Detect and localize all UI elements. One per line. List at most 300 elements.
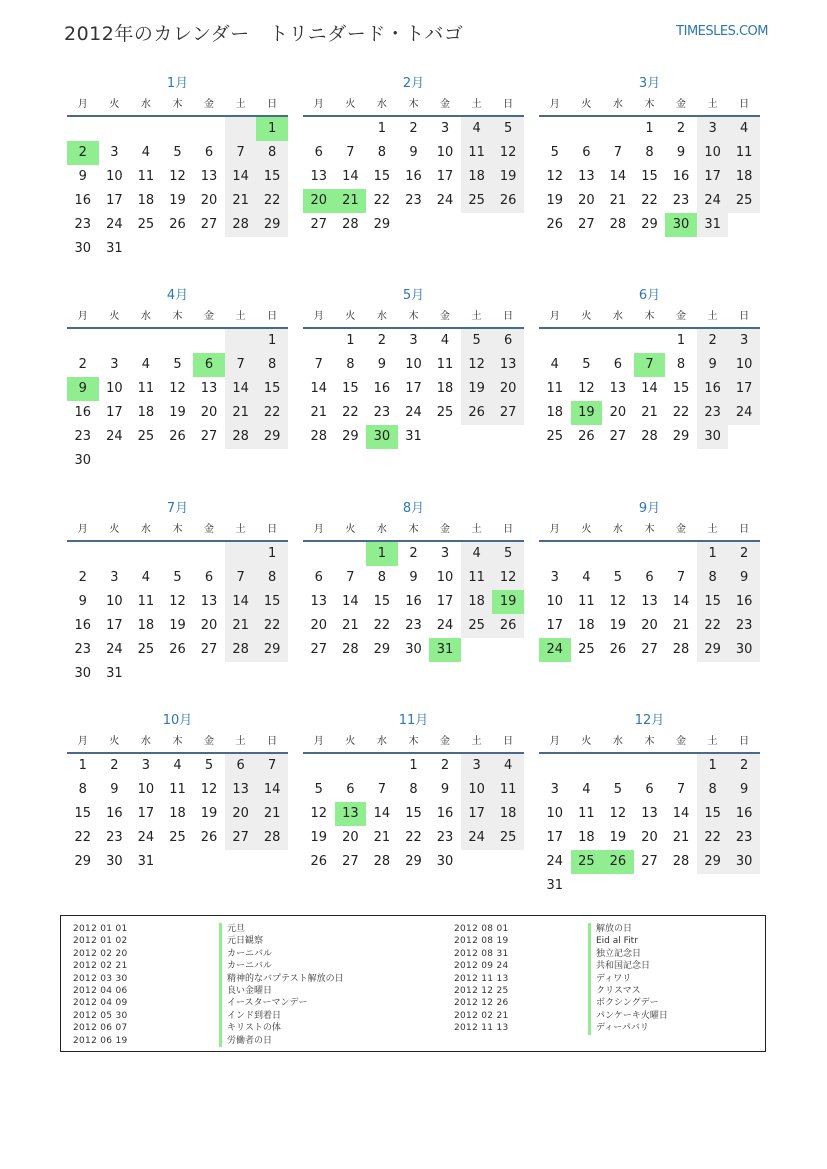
weekday-label: 月 xyxy=(549,736,560,747)
day-cell: 11 xyxy=(137,381,155,396)
day-cell: 10 xyxy=(546,594,564,609)
day-cell: 8 xyxy=(256,566,288,590)
weekday-label: 木 xyxy=(408,524,419,535)
day-cell: 16 xyxy=(672,169,690,184)
day-cell: 2 xyxy=(728,754,760,778)
month-6 xyxy=(539,285,760,449)
weekday-label: 木 xyxy=(408,99,419,110)
day-cell: 22 xyxy=(697,826,729,850)
day-cell: 6 xyxy=(204,570,214,585)
day-cell: 11 xyxy=(492,778,524,802)
day-cell: 31 xyxy=(697,213,729,237)
day-cell: 7 xyxy=(225,141,257,165)
empty-cell xyxy=(225,329,257,353)
empty-cell xyxy=(193,117,225,141)
day-cell: 15 xyxy=(672,381,690,396)
day-cell: 15 xyxy=(256,377,288,401)
day-cell: 2 xyxy=(697,329,729,353)
empty-cell xyxy=(99,542,131,566)
legend-holiday-name: 精神的なバプテスト解放の日 xyxy=(219,973,344,985)
day-cell: 15 xyxy=(373,594,391,609)
day-cell: 19 xyxy=(461,377,493,401)
weekday-label: 月 xyxy=(549,99,560,110)
day-cell: 21 xyxy=(342,618,359,633)
day-cell: 8 xyxy=(409,782,418,797)
day-cell: 27 xyxy=(310,217,328,232)
day-cell: 18 xyxy=(137,193,155,208)
day-cell: 29 xyxy=(256,638,288,662)
day-cell: 1 xyxy=(676,333,686,348)
day-cell: 10 xyxy=(405,357,422,372)
day-cell: 1 xyxy=(645,121,654,136)
day-cell: 16 xyxy=(436,806,454,821)
weekday-label: 金 xyxy=(440,524,451,535)
day-cell: 28 xyxy=(609,217,627,232)
day-cell: 13 xyxy=(200,594,218,609)
day-cell: 17 xyxy=(546,830,564,845)
empty-cell xyxy=(162,329,194,353)
holiday-day-cell: 7 xyxy=(634,353,666,377)
empty-cell xyxy=(193,329,225,353)
weekday-label: 火 xyxy=(581,524,592,535)
day-cell: 26 xyxy=(169,429,186,444)
empty-cell xyxy=(602,754,634,778)
weekday-label: 金 xyxy=(204,736,215,747)
day-cell: 15 xyxy=(405,806,422,821)
weekday-label: 火 xyxy=(109,311,120,322)
day-cell: 7 xyxy=(346,145,355,160)
holiday-day-cell: 21 xyxy=(335,189,367,213)
day-cell: 23 xyxy=(74,217,92,232)
day-cell: 30 xyxy=(728,638,760,662)
weekday-label: 水 xyxy=(140,311,151,322)
empty-cell xyxy=(571,329,603,353)
day-cell: 8 xyxy=(256,353,288,377)
day-cell: 11 xyxy=(169,782,186,797)
empty-cell xyxy=(225,542,257,566)
day-grid xyxy=(539,542,760,662)
weekday-label: 土 xyxy=(707,311,718,322)
day-cell: 23 xyxy=(373,405,391,420)
day-cell: 29 xyxy=(74,854,92,869)
empty-cell xyxy=(130,117,162,141)
day-cell: 26 xyxy=(169,642,186,657)
day-cell: 28 xyxy=(225,638,257,662)
day-cell: 21 xyxy=(641,405,658,420)
day-cell: 21 xyxy=(373,830,391,845)
day-cell: 20 xyxy=(342,830,359,845)
legend-holiday-name: ボクシングデー xyxy=(588,997,659,1009)
weekday-label: 火 xyxy=(581,99,592,110)
day-cell: 25 xyxy=(578,642,595,657)
day-cell: 6 xyxy=(225,754,257,778)
empty-cell xyxy=(539,117,571,141)
day-cell: 6 xyxy=(645,570,654,585)
day-cell: 18 xyxy=(546,405,564,420)
weekday-header xyxy=(67,732,288,754)
day-cell: 27 xyxy=(200,642,218,657)
weekday-label: 土 xyxy=(707,524,718,535)
holiday-day-cell: 9 xyxy=(67,377,99,401)
day-cell: 24 xyxy=(546,854,564,869)
day-cell: 24 xyxy=(461,826,493,850)
page-title: 2012年のカレンダー トリニダード・トバゴ xyxy=(64,23,464,45)
month-name: 8月 xyxy=(402,501,425,516)
day-cell: 14 xyxy=(609,169,627,184)
legend-date: 2012 06 19 xyxy=(73,1035,128,1046)
day-cell: 17 xyxy=(461,802,493,826)
weekday-label: 火 xyxy=(109,736,120,747)
day-cell: 19 xyxy=(492,165,524,189)
day-cell: 20 xyxy=(492,377,524,401)
day-cell: 4 xyxy=(173,758,182,773)
weekday-label: 金 xyxy=(204,524,215,535)
day-cell: 19 xyxy=(169,618,186,633)
empty-cell xyxy=(162,117,194,141)
day-cell: 10 xyxy=(106,381,123,396)
day-cell: 16 xyxy=(728,802,760,826)
empty-cell xyxy=(539,542,571,566)
day-cell: 6 xyxy=(346,782,355,797)
day-cell: 24 xyxy=(728,401,760,425)
day-cell: 29 xyxy=(641,217,658,232)
day-cell: 24 xyxy=(106,642,123,657)
weekday-label: 土 xyxy=(235,99,246,110)
day-cell: 26 xyxy=(169,217,186,232)
day-cell: 29 xyxy=(342,429,359,444)
holiday-day-cell: 30 xyxy=(665,213,697,237)
brand-link[interactable]: TIMESLES.COM xyxy=(676,24,768,39)
weekday-label: 水 xyxy=(376,99,387,110)
empty-cell xyxy=(130,542,162,566)
day-cell: 11 xyxy=(137,169,155,184)
month-name: 12月 xyxy=(634,713,665,728)
month-7 xyxy=(67,498,288,686)
day-cell: 4 xyxy=(461,542,493,566)
holiday-day-cell: 13 xyxy=(335,802,367,826)
day-cell: 17 xyxy=(106,405,123,420)
day-cell: 19 xyxy=(169,405,186,420)
day-cell: 1 xyxy=(377,121,387,136)
day-cell: 10 xyxy=(728,353,760,377)
day-cell: 22 xyxy=(672,405,690,420)
day-cell: 16 xyxy=(74,618,92,633)
day-cell: 12 xyxy=(546,169,564,184)
day-cell: 9 xyxy=(377,357,387,372)
day-cell: 17 xyxy=(697,165,729,189)
weekday-label: 月 xyxy=(313,99,324,110)
weekday-label: 火 xyxy=(581,736,592,747)
day-cell: 13 xyxy=(641,594,658,609)
day-cell: 5 xyxy=(613,570,623,585)
day-cell: 30 xyxy=(74,453,92,468)
day-grid xyxy=(67,542,288,686)
weekday-header xyxy=(303,95,524,117)
day-cell: 25 xyxy=(436,405,454,420)
day-cell: 30 xyxy=(405,642,422,657)
day-cell: 13 xyxy=(225,778,257,802)
weekday-label: 日 xyxy=(267,736,278,747)
day-cell: 27 xyxy=(342,854,359,869)
weekday-header xyxy=(539,520,760,542)
holiday-day-cell: 19 xyxy=(571,401,603,425)
day-cell: 27 xyxy=(641,854,658,869)
weekday-label: 日 xyxy=(503,99,514,110)
day-cell: 9 xyxy=(728,566,760,590)
day-cell: 12 xyxy=(169,381,186,396)
weekday-label: 木 xyxy=(172,99,183,110)
day-cell: 16 xyxy=(74,405,92,420)
weekday-label: 日 xyxy=(503,311,514,322)
day-cell: 27 xyxy=(200,217,218,232)
day-cell: 31 xyxy=(405,429,422,444)
day-cell: 10 xyxy=(697,141,729,165)
day-cell: 21 xyxy=(310,405,328,420)
weekday-label: 水 xyxy=(376,524,387,535)
weekday-label: 土 xyxy=(471,736,482,747)
day-cell: 17 xyxy=(546,618,564,633)
day-cell: 28 xyxy=(373,854,391,869)
day-cell: 2 xyxy=(78,357,87,372)
day-cell: 2 xyxy=(409,546,418,561)
day-cell: 31 xyxy=(137,854,155,869)
day-cell: 10 xyxy=(137,782,155,797)
day-cell: 28 xyxy=(641,429,658,444)
day-grid xyxy=(67,329,288,473)
legend-date: 2012 12 26 xyxy=(454,998,509,1009)
weekday-label: 月 xyxy=(313,311,324,322)
day-cell: 11 xyxy=(578,806,595,821)
day-cell: 9 xyxy=(728,778,760,802)
weekday-label: 月 xyxy=(77,524,88,535)
weekday-label: 金 xyxy=(676,311,687,322)
day-cell: 2 xyxy=(728,542,760,566)
day-cell: 26 xyxy=(200,830,218,845)
weekday-label: 土 xyxy=(235,524,246,535)
day-cell: 16 xyxy=(74,193,92,208)
day-cell: 13 xyxy=(200,169,218,184)
day-cell: 5 xyxy=(550,145,559,160)
legend-date: 2012 09 24 xyxy=(454,961,509,972)
day-cell: 15 xyxy=(641,169,658,184)
legend-holiday-name: ディワリ xyxy=(588,973,631,985)
day-cell: 25 xyxy=(137,429,155,444)
weekday-label: 日 xyxy=(739,524,750,535)
empty-cell xyxy=(665,542,697,566)
day-cell: 17 xyxy=(106,193,123,208)
day-cell: 14 xyxy=(256,778,288,802)
month-4 xyxy=(67,285,288,473)
day-cell: 30 xyxy=(436,854,454,869)
weekday-label: 木 xyxy=(644,99,655,110)
day-cell: 16 xyxy=(373,381,391,396)
holiday-day-cell: 31 xyxy=(429,638,461,662)
weekday-label: 木 xyxy=(172,311,183,322)
weekday-label: 日 xyxy=(267,524,278,535)
day-grid xyxy=(539,117,760,237)
day-cell: 10 xyxy=(106,169,123,184)
day-grid xyxy=(303,542,524,662)
day-cell: 29 xyxy=(405,854,422,869)
month-name: 10月 xyxy=(162,713,193,728)
day-cell: 7 xyxy=(613,145,623,160)
day-cell: 4 xyxy=(141,357,151,372)
day-cell: 4 xyxy=(141,145,151,160)
weekday-label: 日 xyxy=(739,736,750,747)
day-cell: 25 xyxy=(169,830,186,845)
legend-holiday-name: キリストの体 xyxy=(219,1022,281,1034)
weekday-label: 土 xyxy=(471,524,482,535)
month-12 xyxy=(539,710,760,898)
day-cell: 2 xyxy=(377,333,387,348)
weekday-header xyxy=(67,95,288,117)
day-cell: 3 xyxy=(110,145,119,160)
legend-date: 2012 01 01 xyxy=(73,924,128,934)
month-11 xyxy=(303,710,524,874)
empty-cell xyxy=(130,329,162,353)
holiday-day-cell: 24 xyxy=(539,638,571,662)
empty-cell xyxy=(303,329,335,353)
day-cell: 29 xyxy=(697,850,729,874)
weekday-label: 火 xyxy=(345,311,356,322)
day-cell: 13 xyxy=(310,169,328,184)
day-cell: 28 xyxy=(256,826,288,850)
legend-holiday-name: 解放の日 xyxy=(588,923,632,935)
day-cell: 6 xyxy=(204,145,214,160)
day-cell: 12 xyxy=(169,594,186,609)
weekday-label: 日 xyxy=(267,99,278,110)
day-cell: 19 xyxy=(200,806,218,821)
month-10 xyxy=(67,710,288,874)
day-cell: 23 xyxy=(74,642,92,657)
legend-holiday-name: イースターマンデー xyxy=(219,997,308,1009)
holiday-day-cell: 25 xyxy=(571,850,603,874)
day-cell: 22 xyxy=(373,193,391,208)
day-cell: 9 xyxy=(78,169,87,184)
day-cell: 15 xyxy=(697,590,729,614)
day-cell: 20 xyxy=(641,618,658,633)
month-3 xyxy=(539,73,760,237)
month-name: 11月 xyxy=(398,713,429,728)
day-cell: 6 xyxy=(582,145,591,160)
day-cell: 7 xyxy=(346,570,355,585)
holiday-legend xyxy=(60,915,766,1052)
day-cell: 4 xyxy=(582,570,591,585)
day-cell: 3 xyxy=(141,758,151,773)
weekday-label: 金 xyxy=(676,99,687,110)
day-cell: 29 xyxy=(697,638,729,662)
day-cell: 1 xyxy=(697,754,729,778)
day-cell: 15 xyxy=(74,806,92,821)
day-cell: 3 xyxy=(110,570,119,585)
day-cell: 8 xyxy=(676,357,686,372)
day-cell: 24 xyxy=(697,189,729,213)
day-cell: 16 xyxy=(405,594,422,609)
day-cell: 19 xyxy=(546,193,564,208)
legend-holiday-name: パンケーキ火曜日 xyxy=(588,1010,668,1022)
day-cell: 6 xyxy=(492,329,524,353)
day-cell: 14 xyxy=(342,594,359,609)
empty-cell xyxy=(335,754,367,778)
weekday-label: 月 xyxy=(313,736,324,747)
day-cell: 26 xyxy=(310,854,328,869)
day-cell: 16 xyxy=(405,169,422,184)
weekday-header xyxy=(303,520,524,542)
day-cell: 24 xyxy=(436,193,454,208)
day-cell: 23 xyxy=(672,193,690,208)
day-cell: 1 xyxy=(256,542,288,566)
weekday-label: 日 xyxy=(739,311,750,322)
day-cell: 23 xyxy=(728,614,760,638)
day-cell: 4 xyxy=(492,754,524,778)
day-cell: 27 xyxy=(225,826,257,850)
day-cell: 6 xyxy=(645,782,654,797)
holiday-day-cell: 1 xyxy=(256,117,288,141)
day-cell: 1 xyxy=(409,758,418,773)
day-cell: 14 xyxy=(225,165,257,189)
day-cell: 7 xyxy=(225,353,257,377)
day-grid xyxy=(303,754,524,874)
day-cell: 1 xyxy=(78,758,87,773)
empty-cell xyxy=(571,754,603,778)
holiday-day-cell: 19 xyxy=(492,590,524,614)
weekday-label: 木 xyxy=(644,524,655,535)
day-cell: 13 xyxy=(609,381,627,396)
day-cell: 18 xyxy=(492,802,524,826)
day-cell: 22 xyxy=(256,614,288,638)
day-cell: 2 xyxy=(409,121,418,136)
legend-holiday-name: 独立記念日 xyxy=(588,948,641,960)
weekday-label: 月 xyxy=(313,524,324,535)
day-cell: 8 xyxy=(377,570,387,585)
day-cell: 4 xyxy=(461,117,493,141)
empty-cell xyxy=(303,117,335,141)
day-cell: 3 xyxy=(550,570,559,585)
day-cell: 20 xyxy=(200,405,218,420)
day-cell: 25 xyxy=(137,642,155,657)
weekday-label: 水 xyxy=(612,524,623,535)
weekday-header xyxy=(539,307,760,329)
day-cell: 30 xyxy=(106,854,123,869)
weekday-header xyxy=(67,520,288,542)
empty-cell xyxy=(634,542,666,566)
day-cell: 25 xyxy=(492,826,524,850)
day-cell: 17 xyxy=(728,377,760,401)
day-cell: 23 xyxy=(106,830,123,845)
day-cell: 29 xyxy=(373,217,391,232)
legend-date: 2012 01 02 xyxy=(73,936,128,947)
day-cell: 13 xyxy=(492,353,524,377)
day-cell: 4 xyxy=(440,333,450,348)
weekday-label: 金 xyxy=(204,311,215,322)
day-cell: 7 xyxy=(676,570,686,585)
day-cell: 26 xyxy=(461,401,493,425)
weekday-label: 日 xyxy=(503,524,514,535)
legend-date: 2012 12 25 xyxy=(454,985,509,996)
day-cell: 28 xyxy=(225,213,257,237)
day-cell: 14 xyxy=(672,806,690,821)
day-grid xyxy=(539,754,760,898)
day-cell: 30 xyxy=(74,241,92,256)
day-cell: 12 xyxy=(310,806,328,821)
day-cell: 18 xyxy=(578,830,595,845)
day-cell: 16 xyxy=(697,377,729,401)
day-cell: 27 xyxy=(310,642,328,657)
day-cell: 17 xyxy=(405,381,422,396)
day-cell: 8 xyxy=(346,357,355,372)
legend-date: 2012 03 30 xyxy=(73,973,128,984)
day-grid xyxy=(67,754,288,874)
